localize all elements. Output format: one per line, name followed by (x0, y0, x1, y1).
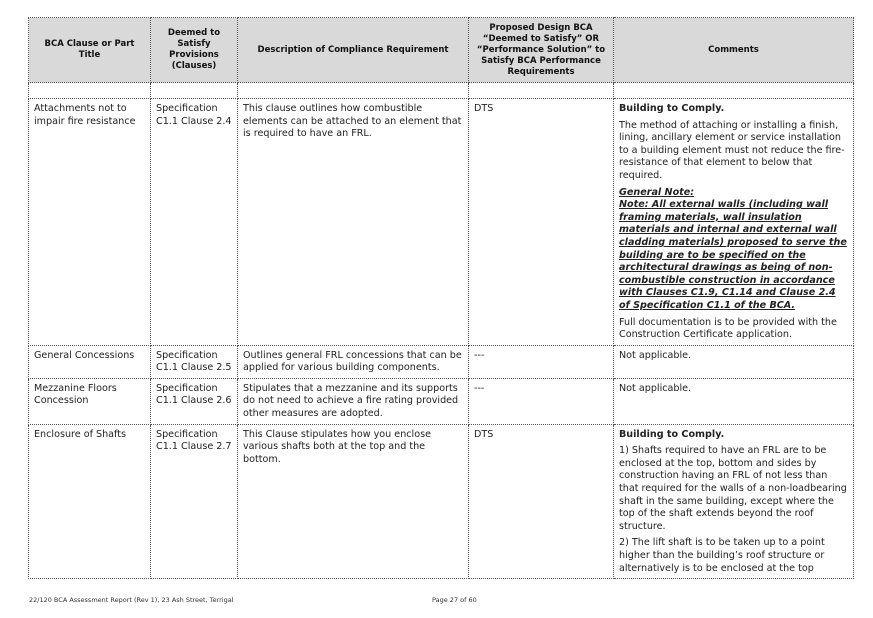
table-row (29, 345, 854, 378)
cell-dts: Specification C1.1 Clause 2.5 (151, 345, 238, 378)
header-row (29, 18, 854, 83)
cell-proposed: DTS (469, 424, 614, 579)
general-note-heading: General Note: (619, 186, 695, 198)
header-description: Description of Compliance Requirement (238, 18, 469, 83)
spacer-row (29, 83, 854, 99)
comment-heading: Building to Comply. (619, 428, 725, 440)
comment-paragraph: Full documentation is to be provided with the Construction Certificate application. (619, 316, 837, 341)
cell-clause: Enclosure of Shafts (29, 424, 151, 579)
general-note-text: Note: All external walls (including wall framing materials, wall insulation materials and internal and external wall cladding materials) proposed to serve the building are to be specified on the architectural drawings as being of non-combustible construction in accordance with Clauses C1.9, C1.14 and Clause 2.4 of Specification C1.1 of the BCA. (619, 199, 847, 311)
table-row (29, 99, 854, 346)
cell-clause: General Concessions (29, 345, 151, 378)
comment-paragraph: 1) Shafts required to have an FRL are to be enclosed at the top, bottom and sides by construction having an FRL of not less than that required for the walls of a non-loadbearing shaft in the same building, except where the top of the shaft extends beyond the roof structure. (619, 445, 847, 532)
cell-clause: Mezzanine Floors Concession (29, 378, 151, 424)
cell-comments: Not applicable. (614, 345, 854, 378)
header-comments: Comments (614, 18, 854, 83)
cell-proposed: --- (469, 345, 614, 378)
cell-proposed: --- (469, 378, 614, 424)
cell-proposed: DTS (469, 99, 614, 346)
footer-document-reference: 22/120 BCA Assessment Report (Rev 1), 23 Ash Street, Terrigal (29, 596, 234, 604)
header-clause: BCA Clause or Part Title (29, 18, 151, 83)
cell-description: This clause outlines how combustible elements can be attached to an element that is required to have an FRL. (238, 99, 469, 346)
compliance-table (28, 17, 854, 579)
header-proposed: Proposed Design BCA “Deemed to Satisfy” OR “Performance Solution” to Satisfy BCA Performance Requirements (469, 18, 614, 83)
cell-dts: Specification C1.1 Clause 2.6 (151, 378, 238, 424)
table-row (29, 378, 854, 424)
cell-description: This Clause stipulates how you enclose various shafts both at the top and the bottom. (238, 424, 469, 579)
cell-comments (614, 99, 854, 346)
cell-description: Outlines general FRL concessions that can be applied for various building components. (238, 345, 469, 378)
table-row (29, 424, 854, 579)
comment-heading: Building to Comply. (619, 103, 725, 114)
cell-dts: Specification C1.1 Clause 2.7 (151, 424, 238, 579)
comment-paragraph: 2) The lift shaft is to be taken up to a point higher than the building’s roof structure or alternatively is to be enclosed at the top (619, 537, 825, 574)
cell-dts: Specification C1.1 Clause 2.4 (151, 99, 238, 346)
cell-comments (614, 424, 854, 579)
cell-comments: Not applicable. (614, 378, 854, 424)
footer-page-number: Page 27 of 60 (432, 596, 477, 604)
cell-clause: Attachments not to impair fire resistance (29, 99, 151, 346)
cell-description: Stipulates that a mezzanine and its supports do not need to achieve a fire rating provided other measures are adopted. (238, 378, 469, 424)
comment-paragraph: The method of attaching or installing a finish, lining, ancillary element or service installation to a building element must not reduce the fire-resistance of that element to below that required. (619, 119, 845, 181)
header-dts: Deemed to Satisfy Provisions (Clauses) (151, 18, 238, 83)
